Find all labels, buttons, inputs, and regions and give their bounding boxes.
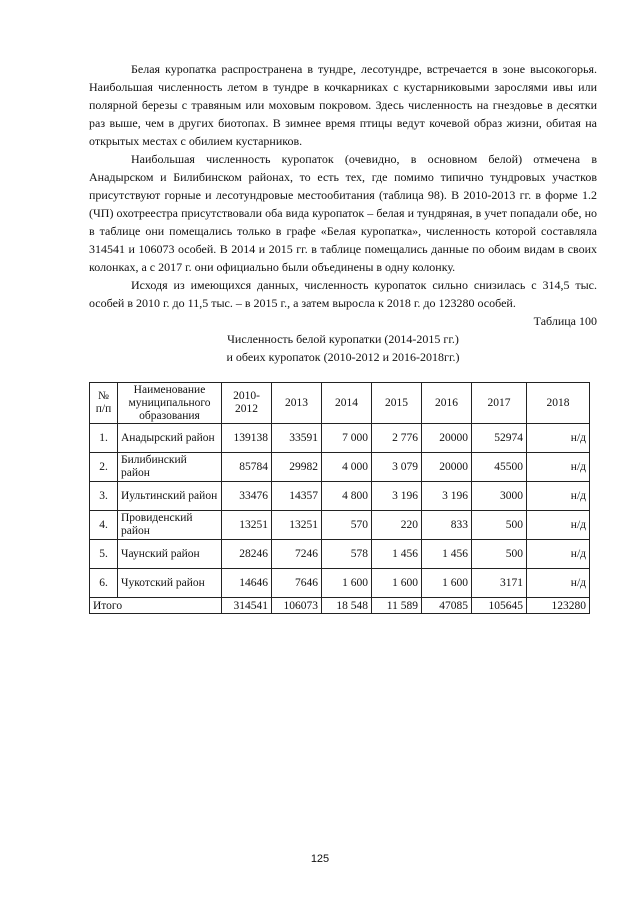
row-num: 5. — [90, 540, 118, 569]
cell-2013: 7246 — [272, 540, 322, 569]
cell-2018: н/д — [527, 424, 590, 453]
table-header-row — [90, 383, 590, 424]
paragraph-2: Наибольшая численность куропаток (очевидно, в основном белой) отмечена в Анадырском и Билибинском районах, то есть тех, где помимо типично тундровых участков присутствуют горные и лесотундровые местообитания (таблица 98). В 2010-2013 гг. в форме 1.2 (ЧП) охотреестра присутствовали оба вида куропаток – белая и тундряная, в учет попадали обе, но в таблице они помещались только в графе «Белая куропатка», численность которой составляла 314541 и 106073 особей. В 2014 и 2015 гг. в таблице помещались данные по обоим видам в своих колонках, а с 2017 г. они официально были объединены в одну колонку. — [89, 152, 597, 274]
total-2010: 314541 — [222, 598, 272, 614]
header-2013: 2013 — [272, 383, 322, 424]
total-2014: 18 548 — [322, 598, 372, 614]
header-2017: 2017 — [472, 383, 527, 424]
header-2018: 2018 — [527, 383, 590, 424]
cell-2014: 1 600 — [322, 569, 372, 598]
total-2018: 123280 — [527, 598, 590, 614]
cell-2017: 500 — [472, 540, 527, 569]
cell-2017: 3000 — [472, 482, 527, 511]
header-num: № п/п — [90, 383, 118, 424]
cell-2013: 33591 — [272, 424, 322, 453]
row-num: 3. — [90, 482, 118, 511]
table-label: Таблица 100 — [533, 314, 597, 328]
header-2010: 2010-2012 — [222, 383, 272, 424]
cell-2015: 1 456 — [372, 540, 422, 569]
cell-2016: 1 600 — [422, 569, 472, 598]
population-table — [89, 382, 590, 614]
header-name: Наименование муниципального образования — [118, 383, 222, 424]
cell-2010: 139138 — [222, 424, 272, 453]
cell-2015: 220 — [372, 511, 422, 540]
cell-2010: 85784 — [222, 453, 272, 482]
cell-2010: 13251 — [222, 511, 272, 540]
cell-2014: 7 000 — [322, 424, 372, 453]
row-name: Чаунский район — [118, 540, 222, 569]
row-num: 6. — [90, 569, 118, 598]
table-caption-line-2: и обеих куропаток (2010-2012 и 2016-2018гг.) — [226, 350, 460, 364]
cell-2013: 29982 — [272, 453, 322, 482]
cell-2016: 3 196 — [422, 482, 472, 511]
cell-2018: н/д — [527, 453, 590, 482]
cell-2017: 500 — [472, 511, 527, 540]
cell-2018: н/д — [527, 540, 590, 569]
cell-2010: 28246 — [222, 540, 272, 569]
cell-2014: 4 800 — [322, 482, 372, 511]
cell-2017: 45500 — [472, 453, 527, 482]
page-number: 125 — [310, 853, 330, 865]
table-row — [90, 511, 590, 540]
total-2013: 106073 — [272, 598, 322, 614]
total-2016: 47085 — [422, 598, 472, 614]
cell-2016: 1 456 — [422, 540, 472, 569]
header-2016: 2016 — [422, 383, 472, 424]
cell-2014: 570 — [322, 511, 372, 540]
total-label: Итого — [90, 598, 222, 614]
cell-2017: 3171 — [472, 569, 527, 598]
paragraph-1: Белая куропатка распространена в тундре, лесотундре, встречается в зоне высокогорья. Наибольшая численность летом в тундре в кочкарниках с кустарниковыми зарослями ивы или полярной березы с травяным или моховым покровом. Здесь численность на гнездовье в десятки раз выше, чем в других биотопах. В зимнее время птицы ведут кочевой образ жизни, обитая на открытых местах с обилием кустарников. — [89, 62, 597, 148]
row-name: Иультинский район — [118, 482, 222, 511]
header-2015: 2015 — [372, 383, 422, 424]
cell-2015: 3 196 — [372, 482, 422, 511]
cell-2018: н/д — [527, 511, 590, 540]
cell-2016: 833 — [422, 511, 472, 540]
cell-2016: 20000 — [422, 453, 472, 482]
header-2014: 2014 — [322, 383, 372, 424]
row-num: 2. — [90, 453, 118, 482]
row-name: Чукотский район — [118, 569, 222, 598]
paragraph-3: Исходя из имеющихся данных, численность куропаток сильно снизилась с 314,5 тыс. особей в 2010 г. до 11,5 тыс. – в 2015 г., а затем выросла к 2018 г. до 123280 особей. — [89, 278, 597, 310]
row-name: Анадырский район — [118, 424, 222, 453]
cell-2014: 4 000 — [322, 453, 372, 482]
table-total-row — [90, 598, 590, 614]
cell-2010: 14646 — [222, 569, 272, 598]
table-caption-line-1: Численность белой куропатки (2014-2015 гг.) — [227, 332, 459, 346]
row-name: Провиденский район — [118, 511, 222, 540]
row-num: 4. — [90, 511, 118, 540]
cell-2018: н/д — [527, 569, 590, 598]
body-text — [89, 60, 597, 366]
cell-2010: 33476 — [222, 482, 272, 511]
table-row — [90, 540, 590, 569]
cell-2013: 7646 — [272, 569, 322, 598]
table-row — [90, 424, 590, 453]
cell-2013: 14357 — [272, 482, 322, 511]
cell-2016: 20000 — [422, 424, 472, 453]
cell-2015: 2 776 — [372, 424, 422, 453]
cell-2013: 13251 — [272, 511, 322, 540]
cell-2015: 3 079 — [372, 453, 422, 482]
table-row — [90, 569, 590, 598]
row-num: 1. — [90, 424, 118, 453]
table-row — [90, 482, 590, 511]
cell-2015: 1 600 — [372, 569, 422, 598]
row-name: Билибинский район — [118, 453, 222, 482]
table-row — [90, 453, 590, 482]
cell-2014: 578 — [322, 540, 372, 569]
total-2017: 105645 — [472, 598, 527, 614]
cell-2018: н/д — [527, 482, 590, 511]
cell-2017: 52974 — [472, 424, 527, 453]
total-2015: 11 589 — [372, 598, 422, 614]
